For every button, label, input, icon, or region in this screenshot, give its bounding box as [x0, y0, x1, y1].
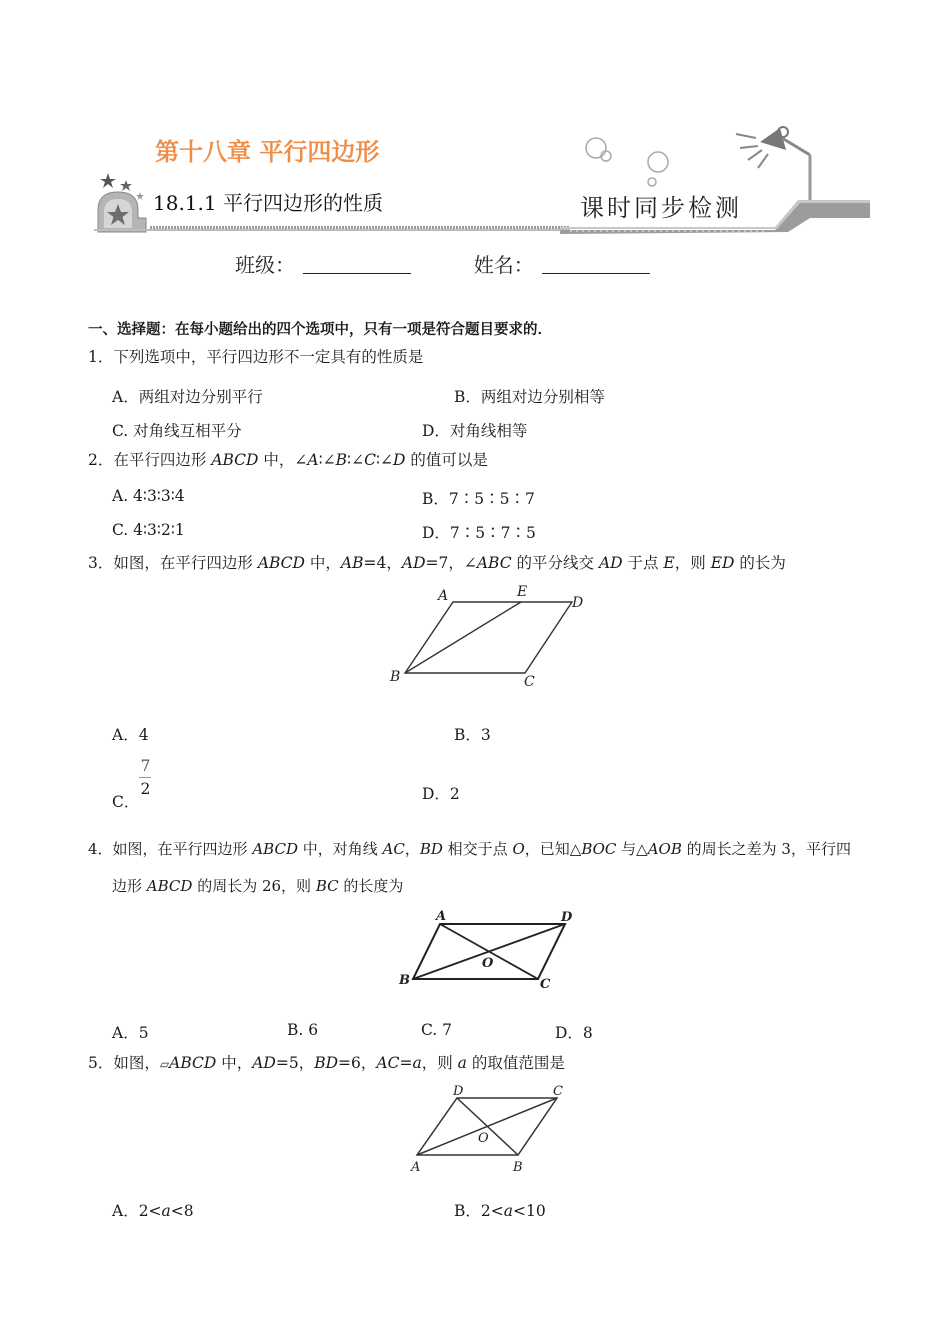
- math-var: ABCD: [146, 877, 193, 895]
- q4-option-c[interactable]: C. 7: [421, 1021, 453, 1039]
- question-stem: 下列选项中，平行四边形不一定具有的性质是: [113, 348, 424, 366]
- question-number: 2．: [88, 451, 114, 469]
- question-5: [88, 1056, 565, 1072]
- class-blank-field[interactable]: [303, 253, 411, 274]
- question-number: 5．: [88, 1054, 114, 1072]
- math-var: ABCD: [169, 1054, 217, 1072]
- math-var: AOB: [647, 840, 682, 858]
- parallelogram-symbol-icon: ▱: [159, 1057, 170, 1071]
- option-text: B．2<: [454, 1202, 504, 1220]
- label-a: A: [438, 588, 449, 604]
- math-var: AD: [401, 554, 426, 572]
- math-var: E: [663, 554, 675, 572]
- question-4-line-1: [88, 842, 851, 857]
- question-2: [88, 453, 488, 469]
- q5-option-b[interactable]: [454, 1199, 546, 1221]
- stem-text: ∶∠: [375, 451, 393, 469]
- q5-option-a[interactable]: [112, 1199, 194, 1221]
- label-b: B: [390, 669, 401, 685]
- math-var: BD: [314, 1054, 339, 1072]
- chapter-title: 第十八章 平行四边形: [155, 138, 380, 166]
- question-3: [88, 556, 786, 572]
- stem-text: =: [399, 1054, 413, 1072]
- label-a: A: [436, 909, 447, 924]
- stem-text: 相交于点: [442, 840, 513, 858]
- class-label: 班级：: [235, 253, 295, 277]
- stem-text: 的长度为: [338, 877, 404, 895]
- stem-text: =7，∠: [425, 554, 477, 572]
- math-var: D: [392, 451, 406, 469]
- header-base-line: [94, 229, 570, 231]
- q4-option-a[interactable]: A．5: [112, 1024, 149, 1042]
- stem-text: 中，: [304, 554, 341, 572]
- stem-text: 于点: [622, 554, 664, 572]
- stem-text: 在平行四边形: [113, 451, 212, 469]
- math-var: AD: [252, 1054, 276, 1072]
- math-var: AB: [340, 554, 364, 572]
- stem-text: 的平分线交: [511, 554, 599, 572]
- question-number: 1．: [88, 348, 114, 366]
- label-c: C: [540, 977, 551, 992]
- math-var: a: [503, 1202, 513, 1220]
- stem-text: ，则: [421, 1054, 458, 1072]
- q3-option-d[interactable]: D．2: [422, 785, 460, 803]
- stem-text: 如图，在平行四边形: [112, 840, 253, 858]
- q2-option-a[interactable]: A. 4∶3∶3∶4: [112, 487, 185, 505]
- q1-option-b[interactable]: B．两组对边分别相等: [454, 388, 605, 406]
- math-var: BC: [315, 877, 339, 895]
- stem-text: ，则: [674, 554, 711, 572]
- option-text: <8: [170, 1202, 194, 1220]
- label-b: B: [399, 973, 410, 988]
- q4-option-d[interactable]: D．8: [555, 1024, 593, 1042]
- name-blank-field[interactable]: [542, 253, 650, 274]
- stem-text: 如图，: [113, 1054, 160, 1072]
- stem-text: ，已知△: [524, 840, 582, 858]
- math-var: C: [364, 451, 376, 469]
- q2-option-c[interactable]: C. 4∶3∶2∶1: [112, 521, 185, 539]
- math-var: ABCD: [252, 840, 298, 858]
- stem-text: 中，对角线: [297, 840, 383, 858]
- math-var: ED: [710, 554, 735, 572]
- stem-text: 中，: [216, 1054, 253, 1072]
- header-banner: [90, 110, 870, 240]
- question-number: 3．: [88, 554, 114, 572]
- q3-option-b[interactable]: B．3: [454, 726, 491, 744]
- math-var: AD: [598, 554, 623, 572]
- math-var: AC: [376, 1054, 400, 1072]
- math-var: a: [412, 1054, 422, 1072]
- stem-text: =5，: [275, 1054, 315, 1072]
- fraction-numerator: 7: [140, 757, 151, 775]
- fraction-bar: [139, 777, 151, 778]
- q2-option-b[interactable]: B．7∶5∶5∶7: [422, 490, 535, 508]
- math-var: ABC: [476, 554, 512, 572]
- q1-option-d[interactable]: D．对角线相等: [422, 422, 528, 440]
- stem-text: 中，∠: [258, 451, 308, 469]
- math-var: A: [307, 451, 319, 469]
- math-var: B: [335, 451, 348, 469]
- q2-option-d[interactable]: D．7∶5∶7∶5: [422, 524, 536, 542]
- question-1: [88, 350, 423, 366]
- option-text: A．2<: [112, 1202, 162, 1220]
- math-var: BD: [419, 840, 443, 858]
- stem-text: ，: [404, 840, 420, 858]
- label-d: D: [572, 595, 584, 611]
- option-label: C．: [112, 792, 140, 811]
- stem-text: ∶∠: [347, 451, 365, 469]
- name-label: 姓名：: [473, 253, 534, 277]
- math-var: a: [457, 1054, 467, 1072]
- label-d: D: [453, 1084, 464, 1099]
- math-var: a: [161, 1202, 171, 1220]
- q4-parallelogram-figure: [390, 900, 590, 995]
- section-heading: 一、选择题：在每小题给出的四个选项中，只有一项是符合题目要求的．: [88, 322, 552, 338]
- fraction: [139, 757, 151, 798]
- star-badge-icon: [94, 170, 154, 235]
- banner-title: 课时同步检测: [580, 194, 742, 222]
- math-var: AC: [382, 840, 405, 858]
- stem-text: 如图，在平行四边形: [113, 554, 258, 572]
- q1-option-c[interactable]: C. 对角线互相平分: [112, 422, 242, 440]
- question-4-line-2: [112, 879, 403, 894]
- q3-parallelogram-figure: [380, 580, 600, 690]
- stem-text: 的取值范围是: [466, 1054, 565, 1072]
- label-c: C: [524, 674, 535, 690]
- stem-text: 与△: [616, 840, 648, 858]
- question-number: 4．: [88, 840, 113, 858]
- stem-text: 的周长之差为 3，平行四: [681, 840, 851, 858]
- math-var: ABCD: [257, 554, 305, 572]
- label-o: O: [482, 956, 494, 971]
- q5-parallelogram-figure: [395, 1075, 585, 1180]
- student-info-row: [235, 249, 650, 278]
- section-title: 18.1.1 平行四边形的性质: [153, 191, 383, 215]
- stem-text: ∶∠: [318, 451, 336, 469]
- q4-option-b[interactable]: B. 6: [287, 1021, 319, 1039]
- label-a: A: [411, 1160, 421, 1175]
- stem-text: 的值可以是: [405, 451, 488, 469]
- label-d: D: [561, 910, 573, 925]
- stem-text: 边形: [112, 877, 147, 895]
- stem-text: =4，: [363, 554, 402, 572]
- q3-option-a[interactable]: A．4: [112, 726, 149, 744]
- math-var: O: [512, 840, 525, 858]
- label-e: E: [517, 584, 528, 600]
- math-var: ABCD: [211, 451, 259, 469]
- stem-text: 的周长为 26，则: [192, 877, 316, 895]
- label-o: O: [478, 1131, 489, 1146]
- fraction-denominator: 2: [140, 780, 151, 798]
- option-text: <10: [513, 1202, 546, 1220]
- q3-option-c[interactable]: [112, 757, 151, 811]
- label-c: C: [553, 1084, 563, 1099]
- math-var: BOC: [581, 840, 617, 858]
- stem-text: 的长为: [734, 554, 786, 572]
- label-b: B: [513, 1160, 523, 1175]
- stem-text: =6，: [338, 1054, 377, 1072]
- q1-option-a[interactable]: A．两组对边分别平行: [112, 388, 263, 406]
